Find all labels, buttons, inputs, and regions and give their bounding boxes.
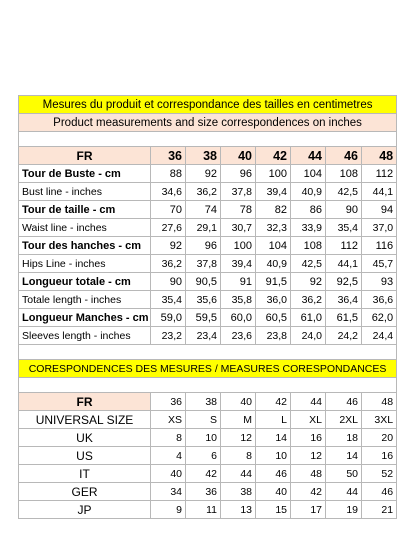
table-cell: 6 (186, 447, 221, 465)
spacer-row (19, 345, 397, 360)
table-row (19, 201, 397, 219)
table-cell: 104 (256, 237, 291, 255)
table-cell: 42,5 (291, 255, 326, 273)
table-cell: 37,8 (221, 183, 256, 201)
header-cell: 42 (256, 147, 291, 165)
table-row (19, 327, 397, 345)
table-row (19, 273, 397, 291)
table-cell: 35,4 (151, 291, 186, 309)
table-cell: 61,5 (326, 309, 362, 327)
header-cell: 44 (291, 147, 326, 165)
table-cell: 94 (362, 201, 397, 219)
table-cell: 34 (151, 483, 186, 501)
table-cell: 91 (221, 273, 256, 291)
table-cell: 39,4 (256, 183, 291, 201)
table-cell: 4 (151, 447, 186, 465)
table-cell: 108 (326, 165, 362, 183)
table-cell: 35,4 (326, 219, 362, 237)
title-corr: CORESPONDENCES DES MESURES / MEASURES CORESPONDANCES (19, 360, 397, 378)
table-cell: XS (151, 411, 186, 429)
header-cell: FR (19, 147, 151, 165)
table-cell: 91,5 (256, 273, 291, 291)
table-cell: 40 (256, 483, 291, 501)
table-row (19, 309, 397, 327)
table-cell: 93 (362, 273, 397, 291)
table-cell: 40,9 (291, 183, 326, 201)
row-label: Waist line - inches (19, 219, 151, 237)
table-cell: 32,3 (256, 219, 291, 237)
row-label: Tour des hanches - cm (19, 237, 151, 255)
table-cell: 15 (256, 501, 291, 519)
table-cell: 9 (151, 501, 186, 519)
table-cell: 60,0 (221, 309, 256, 327)
table-cell: 42,5 (326, 183, 362, 201)
table-cell: 45,7 (362, 255, 397, 273)
header-cell: 46 (326, 393, 362, 411)
header-cell: 46 (326, 147, 362, 165)
table-cell: 90 (326, 201, 362, 219)
table-cell: 70 (151, 201, 186, 219)
table-cell: 10 (186, 429, 221, 447)
table-cell: 19 (326, 501, 362, 519)
table-cell: 60,5 (256, 309, 291, 327)
table-row (19, 219, 397, 237)
table-cell: 48 (291, 465, 326, 483)
row-label: UK (19, 429, 151, 447)
table-cell: 46 (362, 483, 397, 501)
title-row-fr (19, 96, 397, 114)
table-cell: 12 (221, 429, 256, 447)
table-cell: 16 (291, 429, 326, 447)
table-cell: 27,6 (151, 219, 186, 237)
table-cell: 29,1 (186, 219, 221, 237)
table-row (19, 183, 397, 201)
spacer-row (19, 132, 397, 147)
table-row (19, 291, 397, 309)
table-row (19, 165, 397, 183)
table-cell: 40 (151, 465, 186, 483)
header-cell: 42 (256, 393, 291, 411)
table-row (19, 237, 397, 255)
table-cell: 42 (291, 483, 326, 501)
table-cell: 3XL (362, 411, 397, 429)
table-cell: 59,5 (186, 309, 221, 327)
table-cell: 17 (291, 501, 326, 519)
table-cell: 61,0 (291, 309, 326, 327)
table-cell: 46 (256, 465, 291, 483)
table-row (19, 483, 397, 501)
table-cell: 90 (151, 273, 186, 291)
measurements-table (18, 95, 397, 519)
table-cell: 36,0 (256, 291, 291, 309)
header-cell: 40 (221, 147, 256, 165)
table-cell: XL (291, 411, 326, 429)
table-cell: 39,4 (221, 255, 256, 273)
table-cell: 21 (362, 501, 397, 519)
table-cell: 88 (151, 165, 186, 183)
header-cell: 48 (362, 393, 397, 411)
table-cell: 23,6 (221, 327, 256, 345)
table-cell: 12 (291, 447, 326, 465)
header-cell: 44 (291, 393, 326, 411)
table-cell: 13 (221, 501, 256, 519)
header-cell: 38 (186, 147, 221, 165)
table-cell: 14 (326, 447, 362, 465)
table-cell: 36,4 (326, 291, 362, 309)
table-cell: 92,5 (326, 273, 362, 291)
table-cell: 33,9 (291, 219, 326, 237)
header-cell: 48 (362, 147, 397, 165)
table-cell: 8 (151, 429, 186, 447)
table-cell: 116 (362, 237, 397, 255)
table-row (19, 255, 397, 273)
table-cell: 18 (326, 429, 362, 447)
table-cell: 36,2 (186, 183, 221, 201)
table-cell: 90,5 (186, 273, 221, 291)
title-fr: Mesures du produit et correspondance des tailles en centimetres (19, 96, 397, 114)
table-cell: 44,1 (362, 183, 397, 201)
row-label: US (19, 447, 151, 465)
table-cell: 112 (362, 165, 397, 183)
table-cell: 92 (291, 273, 326, 291)
header-cell: 40 (221, 393, 256, 411)
table-cell: 78 (221, 201, 256, 219)
table-cell: 108 (291, 237, 326, 255)
header-cell: FR (19, 393, 151, 411)
row-label: Longueur totale - cm (19, 273, 151, 291)
table-cell: 104 (291, 165, 326, 183)
table-cell: 2XL (326, 411, 362, 429)
header-cell: 36 (151, 147, 186, 165)
table-row (19, 501, 397, 519)
row-label: UNIVERSAL SIZE (19, 411, 151, 429)
table-cell: 44 (221, 465, 256, 483)
table-cell: 112 (326, 237, 362, 255)
table-cell: 14 (256, 429, 291, 447)
title-row-corr (19, 360, 397, 378)
table-cell: 59,0 (151, 309, 186, 327)
row-label: IT (19, 465, 151, 483)
table-cell: 40,9 (256, 255, 291, 273)
table-cell: 10 (256, 447, 291, 465)
row-label: Totale length - inches (19, 291, 151, 309)
table-cell: 96 (221, 165, 256, 183)
table-cell: 20 (362, 429, 397, 447)
row-label: GER (19, 483, 151, 501)
table-cell: 8 (221, 447, 256, 465)
table-cell: 92 (186, 165, 221, 183)
table-cell: S (186, 411, 221, 429)
row-label: JP (19, 501, 151, 519)
table-cell: 96 (186, 237, 221, 255)
title-en: Product measurements and size correspondences on inches (19, 114, 397, 132)
spacer-row (19, 378, 397, 393)
table-cell: 35,8 (221, 291, 256, 309)
table-cell: 74 (186, 201, 221, 219)
table-cell: 52 (362, 465, 397, 483)
table-cell: 92 (151, 237, 186, 255)
table2-header-row (19, 393, 397, 411)
table-cell: 36,6 (362, 291, 397, 309)
row-label: Sleeves length - inches (19, 327, 151, 345)
row-label: Hips Line - inches (19, 255, 151, 273)
row-label: Longueur Manches - cm (19, 309, 151, 327)
table-cell: 44 (326, 483, 362, 501)
table-cell: 23,2 (151, 327, 186, 345)
table-row (19, 465, 397, 483)
table-cell: 35,6 (186, 291, 221, 309)
table-cell: 100 (256, 165, 291, 183)
row-label: Bust line - inches (19, 183, 151, 201)
table-cell: 34,6 (151, 183, 186, 201)
table-cell: 24,4 (362, 327, 397, 345)
table-row (19, 447, 397, 465)
table-cell: 30,7 (221, 219, 256, 237)
table1-header-row (19, 147, 397, 165)
row-label: Tour de Buste - cm (19, 165, 151, 183)
table-cell: 24,0 (291, 327, 326, 345)
table-cell: 36,2 (151, 255, 186, 273)
table-row (19, 429, 397, 447)
table-cell: 100 (221, 237, 256, 255)
table-cell: 24,2 (326, 327, 362, 345)
table-cell: 11 (186, 501, 221, 519)
table-cell: 50 (326, 465, 362, 483)
row-label: Tour de taille - cm (19, 201, 151, 219)
size-chart-sheet (18, 95, 396, 519)
table-cell: 37,0 (362, 219, 397, 237)
table-row (19, 411, 397, 429)
table-cell: 42 (186, 465, 221, 483)
table-cell: 37,8 (186, 255, 221, 273)
table-cell: 23,4 (186, 327, 221, 345)
table-cell: 62,0 (362, 309, 397, 327)
table-cell: 36,2 (291, 291, 326, 309)
table-cell: 86 (291, 201, 326, 219)
header-cell: 38 (186, 393, 221, 411)
table-cell: M (221, 411, 256, 429)
header-cell: 36 (151, 393, 186, 411)
table-cell: 16 (362, 447, 397, 465)
table-cell: 44,1 (326, 255, 362, 273)
table-cell: 23,8 (256, 327, 291, 345)
table-cell: L (256, 411, 291, 429)
table-cell: 82 (256, 201, 291, 219)
table-cell: 38 (221, 483, 256, 501)
table-cell: 36 (186, 483, 221, 501)
title-row-en (19, 114, 397, 132)
